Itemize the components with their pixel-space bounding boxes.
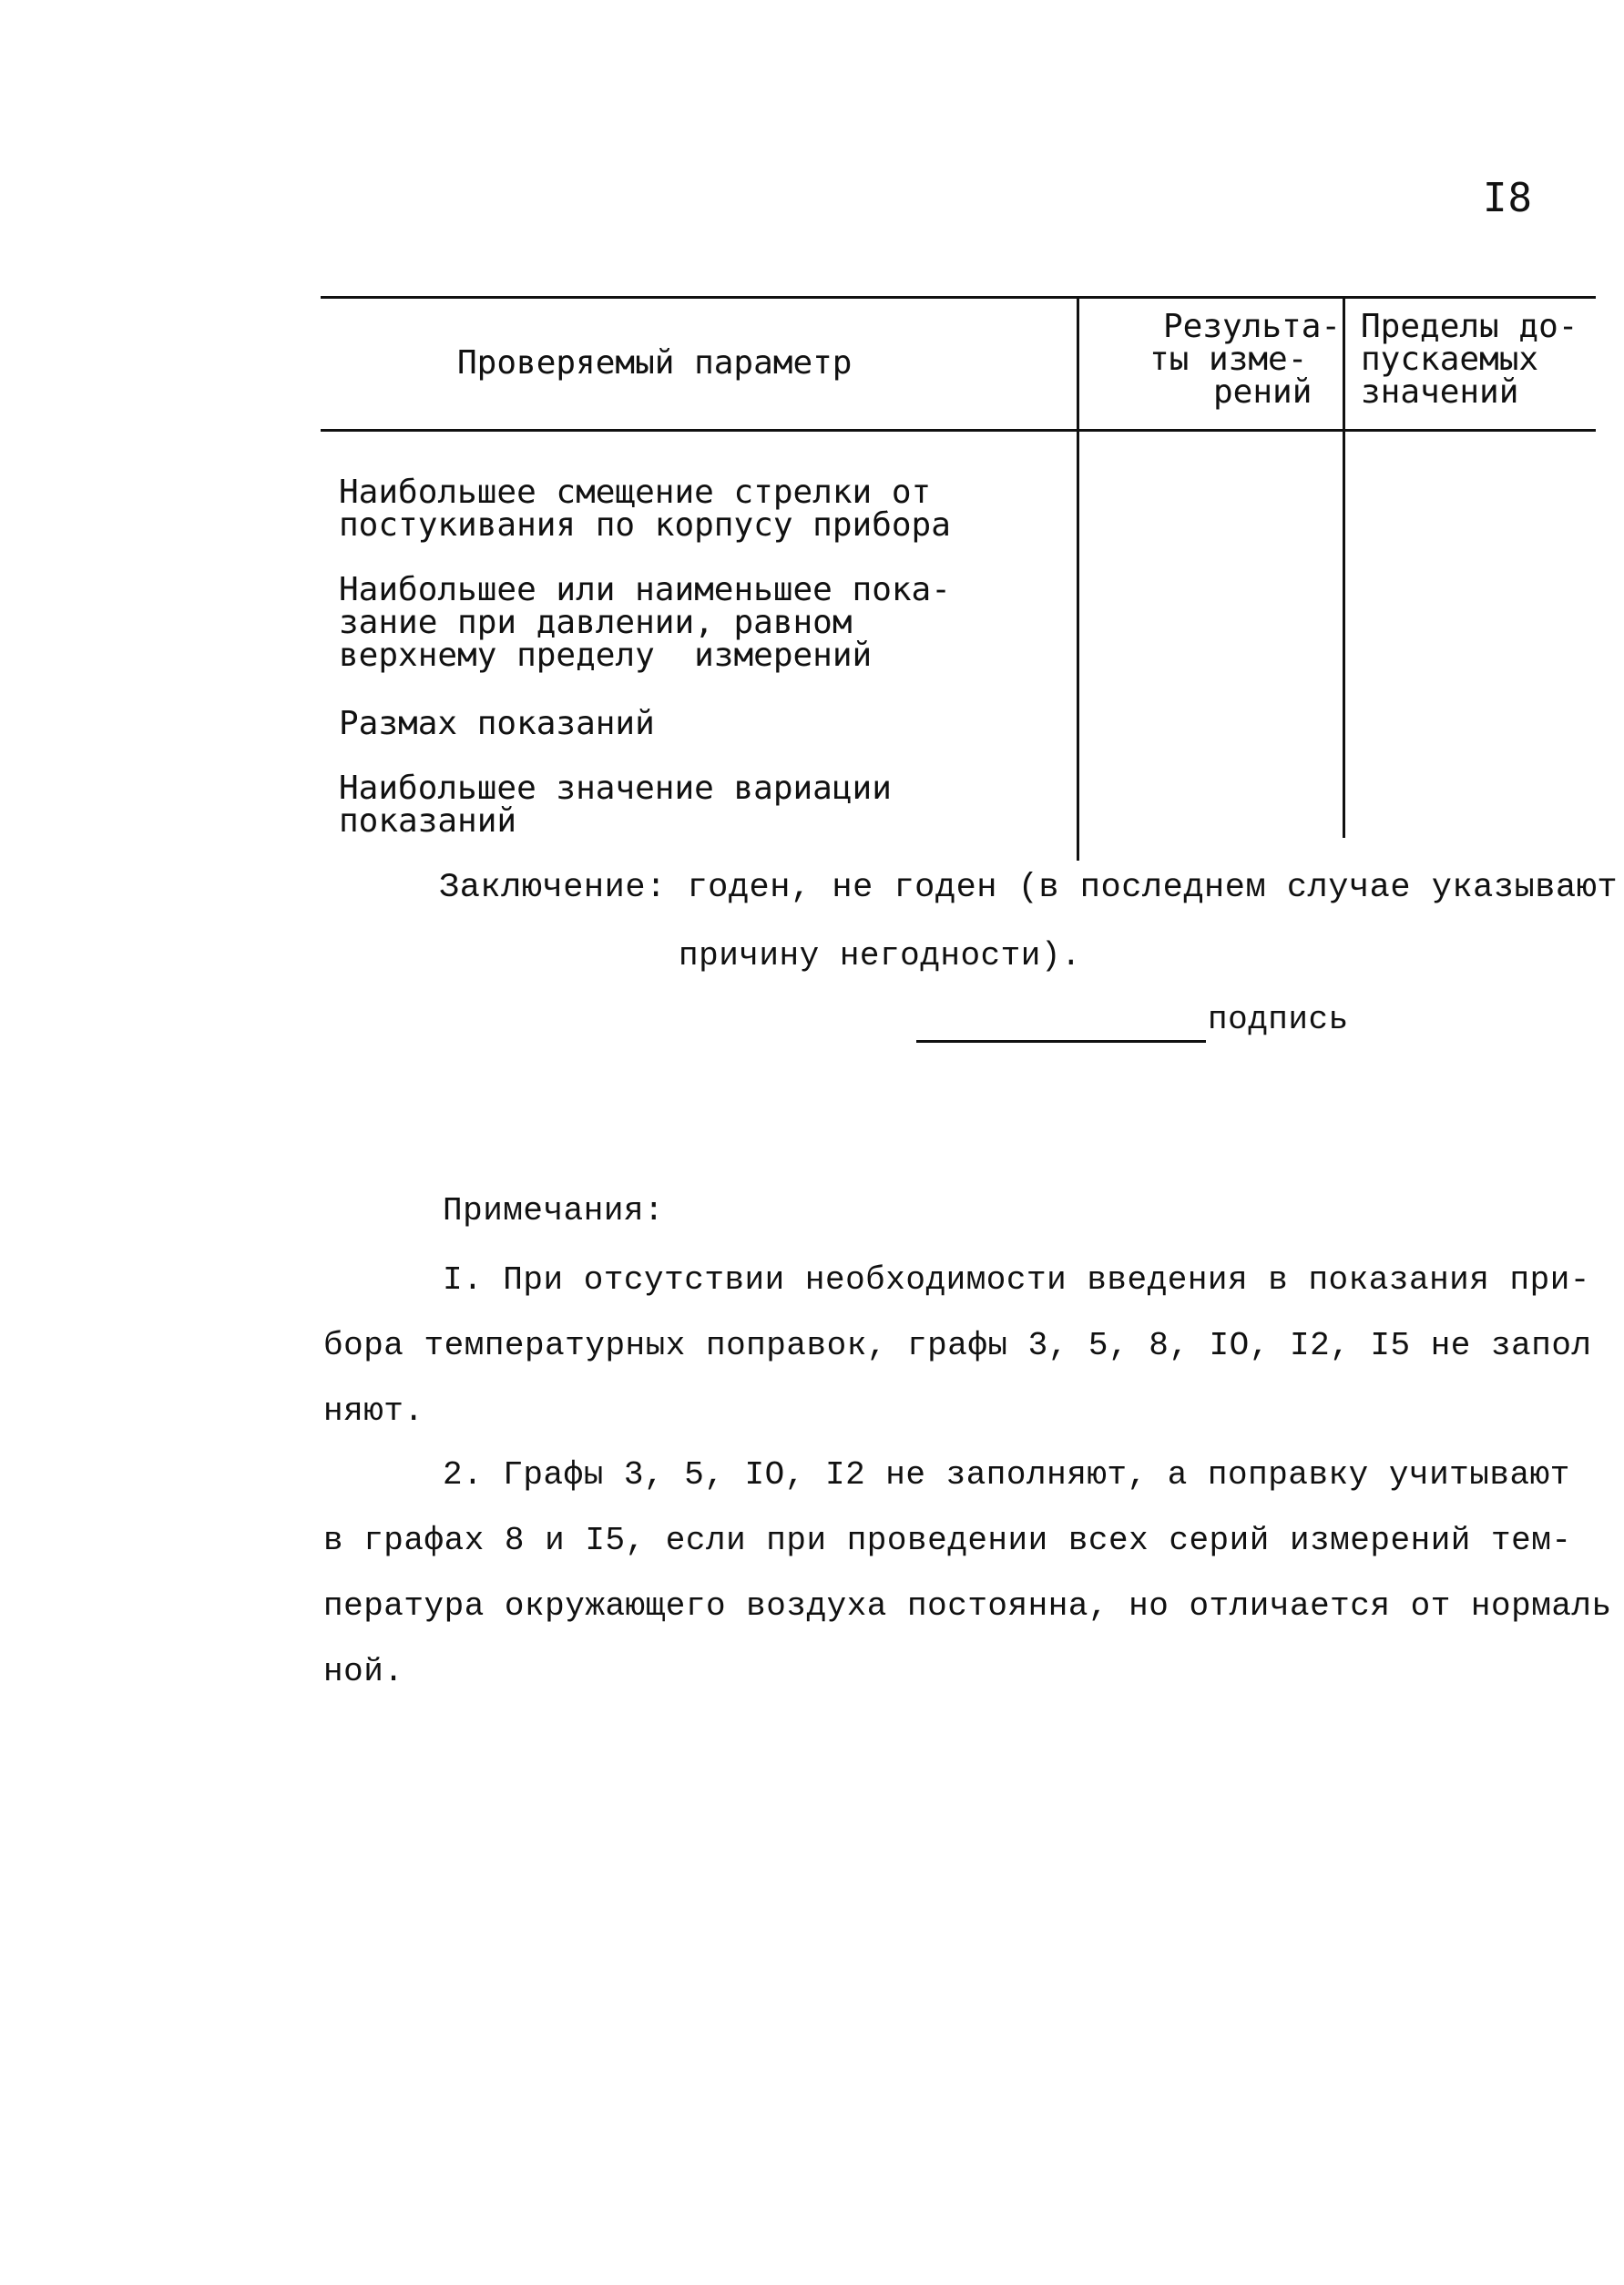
table-column-divider-1 <box>1077 296 1079 861</box>
signature-label: подпись <box>1208 1001 1349 1038</box>
header-limits-line-1: Пределы до- <box>1361 308 1578 345</box>
conclusion-line-1: Заключение: годен, не годен (в последнем случае указывают <box>439 869 1619 907</box>
table-column-divider-2 <box>1343 296 1345 838</box>
notes-title: Примечания: <box>443 1192 665 1229</box>
row-4-line-1: Наибольшее значение вариации <box>339 770 892 807</box>
row-1-line-2: постукивания по корпусу прибора <box>339 506 951 544</box>
note-2-line-2: в графах 8 и I5, если при проведении всех серий измерений тем- <box>323 1522 1572 1559</box>
header-limits-line-3: значений <box>1361 373 1519 411</box>
row-2-line-1: Наибольшее или наименьшее пока- <box>339 571 951 608</box>
row-3-line-1: Размах показаний <box>339 705 655 742</box>
note-2-line-1: 2. Графы 3, 5, IO, I2 не заполняют, а поправку учитывают <box>443 1456 1570 1494</box>
header-parameter: Проверяемый параметр <box>457 344 853 382</box>
row-1-line-1: Наибольшее смещение стрелки от <box>339 474 932 511</box>
verification-table <box>321 296 1596 870</box>
header-results-line-2: ты изме- <box>1149 341 1308 378</box>
header-results-line-1: Результа- <box>1163 308 1342 345</box>
header-results-line-3: рений <box>1213 373 1312 411</box>
table-top-rule <box>321 296 1596 299</box>
conclusion-line-2: причину негодности). <box>679 937 1082 974</box>
header-limits-line-2: пускаемых <box>1361 341 1539 378</box>
note-1-line-3: няют. <box>323 1392 424 1430</box>
row-2-line-2: зание при давлении, равном <box>339 604 853 641</box>
signature-line <box>916 1040 1206 1043</box>
note-1-line-1: I. При отсутствии необходимости введения в показания при- <box>443 1261 1590 1299</box>
note-1-line-2: бора температурных поправок, графы 3, 5, 8, IO, I2, I5 не запол <box>323 1327 1592 1364</box>
row-4-line-2: показаний <box>339 802 517 840</box>
page-number: I8 <box>1483 175 1533 221</box>
note-2-line-4: ной. <box>323 1653 404 1690</box>
table-header-rule <box>321 429 1596 432</box>
note-2-line-3: пература окружающего воздуха постоянна, но отличается от нормаль <box>323 1587 1612 1625</box>
row-2-line-3: верхнему пределу измерений <box>339 637 873 674</box>
